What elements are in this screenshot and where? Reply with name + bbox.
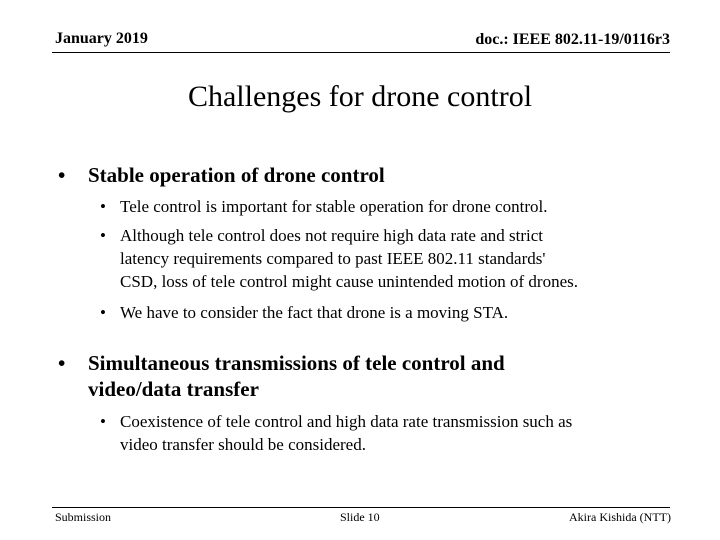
slide-title: Challenges for drone control	[187, 80, 533, 113]
bullet-text-line: video transfer should be considered.	[120, 435, 366, 454]
bullet-text	[120, 301, 508, 324]
bullet-glyph: •	[100, 412, 106, 431]
bullet-glyph: •	[100, 303, 106, 322]
footer-author: Akira Kishida (NTT)	[569, 510, 671, 524]
footer-slide-number: Slide 10	[340, 510, 380, 524]
bullet-text-line: Tele control is important for stable operation for drone control.	[120, 197, 548, 216]
bullet-text-line: latency requirements compared to past IEEE 802.11 standards'	[120, 249, 546, 268]
header-date: January 2019	[55, 30, 148, 47]
header-doc-id: doc.: IEEE 802.11-19/0116r3	[475, 31, 670, 48]
bullet-glyph: •	[58, 351, 66, 375]
header-divider	[52, 52, 670, 53]
bullet-text	[120, 410, 572, 456]
bullet-glyph: •	[58, 163, 66, 187]
bullet-text-line: video/data transfer	[88, 377, 259, 401]
bullet-text-line: Simultaneous transmissions of tele control and	[88, 351, 505, 375]
bullet-text	[120, 224, 578, 293]
bullet-text-line: We have to consider the fact that drone is a moving STA.	[120, 303, 509, 322]
bullet-text-line: Although tele control does not require high data rate and strict	[120, 226, 543, 245]
bullet-text-line: CSD, loss of tele control might cause unintended motion of drones.	[120, 272, 578, 291]
bullet-glyph: •	[100, 197, 106, 216]
bullet-text-line: Coexistence of tele control and high data rate transmission such as	[120, 412, 573, 431]
footer-submission: Submission	[55, 510, 112, 524]
bullet-text-line: Stable operation of drone control	[88, 163, 385, 187]
bullet-text	[88, 162, 385, 188]
bullet-text	[120, 195, 547, 218]
bullet-glyph: •	[100, 226, 106, 245]
bullet-text	[88, 350, 505, 402]
footer-divider	[52, 507, 670, 508]
